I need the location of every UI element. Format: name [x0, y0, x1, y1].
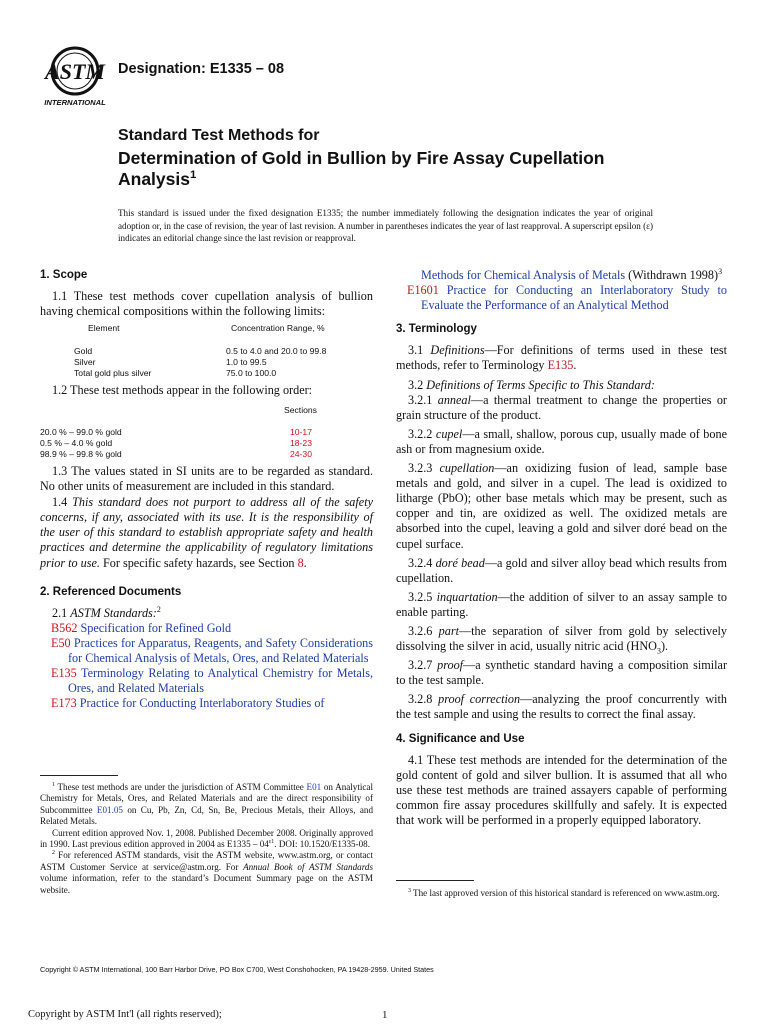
paragraph-number: 1.4	[52, 495, 73, 510]
page-number: 1	[382, 1009, 388, 1021]
reference-item[interactable]	[40, 636, 373, 666]
reference-title-link[interactable]: Methods for Chemical Analysis of Metals	[421, 268, 626, 282]
astm-logo	[38, 46, 112, 108]
paragraph-number: 3.2.2	[408, 426, 436, 441]
definition-text: —a thermal treatment to change the properties or grain structure of the product.	[396, 392, 727, 422]
limits-row-element: Total gold plus silver	[74, 368, 152, 378]
limits-row-range: 75.0 to 100.0	[226, 368, 277, 378]
reference-item[interactable]	[396, 283, 727, 313]
defined-term: part	[438, 623, 459, 638]
footnote-text: . DOI: 10.1520/E1335-08.	[274, 839, 370, 850]
safety-caveat-text: This standard does not purport to address all of the safety concerns, if any, associated with its use. It is the responsibility of the user of this standard to establish appropriate safety and health practices and determine the applicability of regulatory limitations prior to use.	[40, 495, 373, 570]
footnote-text: Current edition approved Nov. 1, 2008. Published December 2008. Originally approved in 1990. Last previous edition approved in 2004 as E1335 – 04	[40, 827, 373, 850]
title-prefix: Standard Test Methods for	[118, 127, 320, 144]
defined-term: anneal	[437, 392, 471, 407]
paragraph-number: 3.2.5	[408, 589, 437, 604]
footnote-mark: 3	[408, 887, 411, 894]
defined-term: doré bead	[435, 555, 485, 570]
definition-3-2-5	[396, 590, 727, 620]
term-label: Definitions	[430, 343, 485, 358]
definition-3-2-7	[396, 658, 727, 688]
reference-item[interactable]	[40, 666, 373, 696]
section-8-link[interactable]: 8	[297, 555, 304, 570]
reference-title-link[interactable]: Practices for Apparatus, Reagents, and Safety Considerations for Chemical Analysis of Metals, Ores, and Related Materials	[68, 635, 373, 666]
paragraph-number: 3.2.7	[408, 658, 438, 673]
limits-header-range: Concentration Range, %	[231, 323, 325, 333]
reference-title-link[interactable]: Terminology Relating to Analytical Chemistry for Metals, Ores, and Related Materials	[68, 666, 374, 696]
paragraph-number: 3.2.3	[408, 461, 440, 476]
paragraph-end: .	[573, 358, 577, 373]
order-row-sections-link[interactable]: 18-23	[290, 438, 312, 448]
definition-text: —a small, shallow, porous cup, usually made of bone ash or from magnesium oxide.	[396, 426, 727, 456]
copyright-notice: Copyright © ASTM International, 100 Barr Harbor Drive, PO Box C700, West Conshohocken, PA 19428-2959. United States	[40, 965, 434, 974]
astm-standards-label: ASTM Standards:	[70, 605, 157, 620]
paragraph-3-1	[396, 343, 727, 373]
epsilon-mark: ε1	[268, 839, 275, 845]
limits-row-element: Gold	[74, 346, 93, 356]
title-footnote-mark: 1	[189, 169, 197, 182]
definition-text: —analyzing the proof concurrently with the test sample and using the results to correct the final assay.	[396, 692, 728, 722]
footnote-1	[40, 782, 373, 828]
paragraph-2-1	[40, 606, 373, 621]
footnote-rule	[396, 880, 474, 881]
paragraph-number: 3.2	[408, 377, 427, 392]
definition-3-2-4	[396, 556, 727, 586]
footnote-mark: 2	[156, 604, 161, 614]
definition-3-2-8	[396, 692, 727, 722]
defined-term: cupellation	[439, 461, 495, 476]
e135-link[interactable]: E135	[547, 358, 574, 373]
footnote-text: These test methods are under the jurisdiction of ASTM Committee	[54, 782, 307, 792]
footnote-mark: 3	[718, 266, 723, 276]
document-title-text: Determination of Gold in Bullion by Fire Assay Cupellation Analysis	[118, 148, 605, 189]
paragraph-number: 3.2.6	[408, 623, 439, 638]
footnote-text: For referenced ASTM standards, visit the ASTM website, www.astm.org, or contact ASTM Customer Service at service@astm.org. For	[40, 850, 373, 872]
paragraph-text: For specific safety hazards, see Section	[99, 555, 298, 570]
section-heading-scope: 1. Scope	[40, 269, 88, 281]
reference-title-link[interactable]: Practice for Conducting Interlaboratory Studies of	[79, 696, 325, 711]
limits-header-element: Element	[88, 323, 120, 333]
reference-code-link[interactable]: E173	[51, 696, 77, 711]
footnote-2	[40, 850, 373, 896]
definition-text: —a synthetic standard having a composition similar to the test sample.	[396, 658, 728, 688]
limits-row-element: Silver	[74, 357, 96, 367]
reference-item-continued	[396, 268, 727, 283]
section-heading-significance: 4. Significance and Use	[396, 732, 525, 745]
order-row-sections-link[interactable]: 10-17	[290, 427, 312, 437]
order-row-label: 98.9 % – 99.8 % gold	[40, 449, 122, 459]
paragraph-number: 2.1	[52, 605, 71, 620]
footnote-italic-text: Annual Book of ASTM Standards	[243, 861, 373, 872]
section-heading-referenced-documents: 2. Referenced Documents	[40, 585, 182, 598]
definition-end: ).	[660, 639, 669, 654]
reference-item[interactable]	[40, 696, 373, 711]
footnote-3-text	[396, 888, 727, 899]
footnote-text: The last approved version of this historical standard is referenced on www.astm.org.	[410, 888, 720, 898]
term-label: Definitions of Terms Specific to This Standard:	[426, 377, 655, 392]
definition-3-2-6	[396, 624, 727, 654]
designation-label: Designation: E1335 – 08	[118, 61, 285, 77]
footnote-text: volume information, refer to the standard’s Document Summary page on the ASTM website.	[40, 873, 373, 895]
logo-subtext: INTERNATIONAL	[44, 98, 106, 107]
reference-code-link[interactable]: E1601	[407, 283, 439, 298]
definition-text: —the addition of silver to an assay sample to enable parting.	[396, 589, 727, 619]
left-column	[40, 268, 373, 319]
paragraph-end: .	[303, 555, 307, 570]
definition-3-2-2	[396, 427, 727, 457]
reference-code-link[interactable]: E50	[51, 635, 71, 650]
defined-term: proof correction	[438, 692, 521, 707]
issue-note: This standard is issued under the fixed designation E1335; the number immediately following the designation indicates the year of original adoption or, in the case of revision, the year of last revision. A number in parentheses indicates the year of last reapproval. A superscript epsilon (ε) indicates an editorial change since the last revision or reapproval.	[118, 208, 653, 244]
footnote-1-edition	[40, 828, 373, 851]
subscript-3: 3	[656, 646, 661, 656]
paragraph-number: 3.2.1	[408, 392, 438, 407]
reference-code-link[interactable]: E135	[51, 666, 77, 681]
footnote-rule	[40, 775, 118, 776]
paragraph-4-1: 4.1 These test methods are intended for the determination of the gold content of gold and silver bullion. It is assumed that all who use these test methods are trained assayers capable of performing common fire assay procedures skillfully and safely. It is expected that work will be performed in a properly equipped laboratory.	[396, 752, 727, 827]
reference-item[interactable]	[40, 621, 373, 636]
footnote-text: on Cu, Pb, Zn, Cd, Sn, Be, Precious Metals, their Alloys, and Related Metals.	[40, 804, 374, 827]
document-title	[118, 148, 678, 190]
section-heading-terminology: 3. Terminology	[396, 323, 477, 336]
reference-title-link[interactable]: Practice for Conducting an Interlaboratory Study to Evaluate the Performance of an Analytical Method	[421, 283, 727, 313]
order-row-label: 20.0 % – 99.0 % gold	[40, 427, 122, 437]
withdrawn-note: (Withdrawn 1998)	[625, 268, 719, 282]
limits-row-range: 0.5 to 4.0 and 20.0 to 99.8	[226, 346, 327, 356]
definition-text: —the separation of silver from gold by selectively dissolving the silver in acid, usually nitric acid (HNO	[396, 623, 727, 654]
paragraph-3-2	[396, 378, 727, 393]
reference-title-link[interactable]: Specification for Refined Gold	[80, 620, 232, 635]
paragraph-1-2: 1.2 These test methods appear in the following order:	[52, 383, 313, 397]
left-column-continued	[40, 464, 373, 711]
limits-row-range: 1.0 to 99.5	[226, 357, 267, 367]
footnote-mark: 1	[52, 781, 55, 788]
reference-code-link[interactable]: B562	[51, 620, 78, 635]
paragraph-1-4	[40, 495, 373, 570]
paragraph-text: —For definitions of terms used in these test methods, refer to Terminology	[396, 343, 728, 373]
definition-3-2-1	[396, 393, 727, 423]
subcommittee-e0105-link[interactable]: E01.05	[96, 804, 123, 815]
right-column	[396, 268, 727, 828]
logo-text: ASTM	[45, 59, 105, 84]
footnote-text: on Analytical Chemistry for Metals, Ores, and Related Materials and are the direct responsibility of Subcommittee	[40, 782, 373, 815]
definition-text: —an oxidizing fusion of lead, sample base metals and gold, and silver in a cupel. The lead is oxidized to litharge (PbO); other base metals which may be present, such as copper and tin, are oxidized as well. The oxidized metals are absorbed into the cupel, leaving a gold and silver doré bead on the cupel surface.	[396, 461, 728, 551]
paragraph-1-1: 1.1 These test methods cover cupellation analysis of bullion having chemical compositions within the following limits:	[40, 289, 373, 319]
committee-e01-link[interactable]: E01	[306, 782, 322, 792]
paragraph-number: 3.2.8	[408, 692, 439, 707]
order-row-sections-link[interactable]: 24-30	[290, 449, 312, 459]
sections-header: Sections	[284, 405, 317, 415]
paragraph-1-2-block	[40, 383, 373, 398]
footnotes-left	[40, 782, 373, 896]
paragraph-number: 3.2.4	[408, 555, 436, 570]
definition-text: —a gold and silver alloy bead which results from cupellation.	[396, 555, 728, 585]
defined-term: proof	[437, 658, 464, 673]
paragraph-number: 3.1	[408, 343, 431, 358]
order-row-label: 0.5 % – 4.0 % gold	[40, 438, 113, 448]
defined-term: inquartation	[436, 589, 498, 604]
defined-term: cupel	[435, 426, 463, 441]
footnote-3	[396, 888, 727, 899]
footnote-mark: 2	[52, 850, 55, 857]
definition-3-2-3	[396, 461, 727, 552]
copyright-rights: Copyright by ASTM Int'l (all rights reserved);	[28, 1009, 222, 1020]
paragraph-1-3: 1.3 The values stated in SI units are to be regarded as standard. No other units of measurement are included in this standard.	[40, 464, 373, 494]
